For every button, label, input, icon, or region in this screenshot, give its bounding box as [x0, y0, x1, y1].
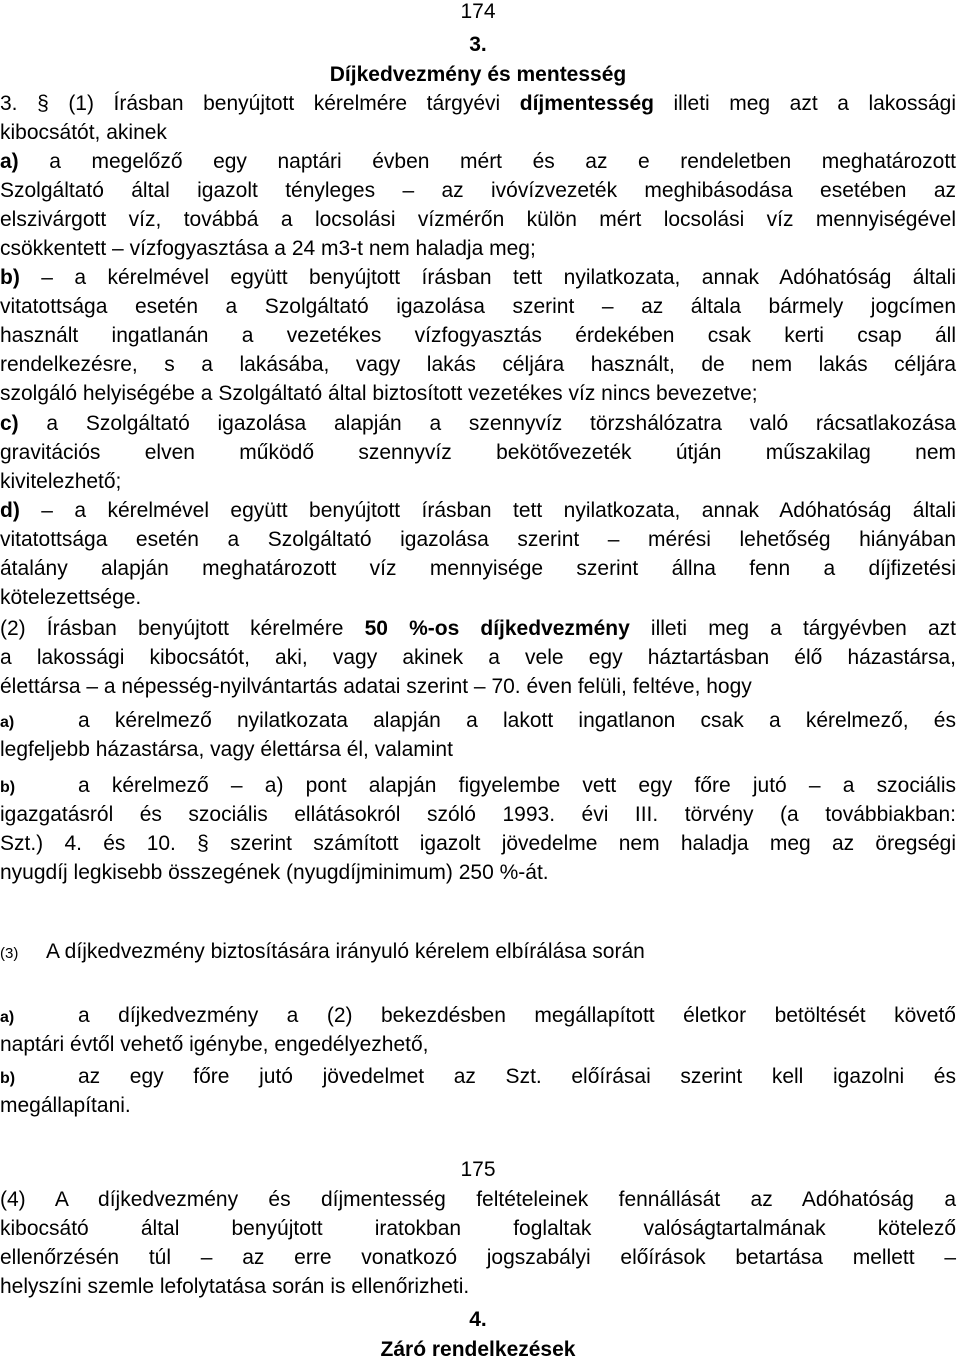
para2-item-a-line1	[0, 706, 956, 737]
para3-item-a-line2: naptári évtől vehető igénybe, engedélyezhető,	[0, 1033, 429, 1056]
para3-item-b-line1	[0, 1062, 956, 1093]
chapter-number: 3.	[469, 33, 487, 56]
para3-item-a-label: a)	[0, 1009, 15, 1026]
dijmentesseg-bold: díjmentesség	[519, 92, 654, 115]
para2-item-b-line1	[0, 771, 956, 802]
para2-item-b-text3: Szt.) 4. és 10.	[0, 832, 198, 855]
para2-item-b-line3	[0, 829, 956, 858]
para3-item-a-text: a díjkedvezmény a (2) bekezdésben megállapított életkor betöltését követő	[78, 1004, 956, 1027]
para2-text: (2) Írásban benyújtott kérelmére	[0, 617, 365, 640]
para1-line2: kibocsátót, akinek	[0, 121, 167, 144]
para3-item-b-text: az egy főre jutó jövedelmet az Szt. előírásai szerint kell igazolni és	[78, 1065, 956, 1088]
para4-line1: (4) A díjkedvezmény és díjmentesség feltételeinek fennállását az Adóhatóság a	[0, 1188, 956, 1211]
para2-item-a-label: a)	[0, 714, 15, 731]
section-sign-link[interactable]: §	[37, 92, 49, 115]
para3-item-b-label: b)	[0, 1070, 16, 1087]
para1-text: (1) Írásban benyújtott kérelmére tárgyévi	[48, 92, 520, 115]
para4-line4: helyszíni szemle lefolytatása során is ellenőrizheti.	[0, 1275, 470, 1298]
para2-item-b-label: b)	[0, 779, 16, 796]
item-a-line2: Szolgáltató által igazolt tényleges – az ivóvízvezeték meghibásodása esetében az	[0, 179, 956, 202]
para3-item-a-line1	[0, 1001, 956, 1032]
para3-item-b-line2: megállapítani.	[0, 1094, 131, 1117]
para2-item-b-line4: nyugdíj legkisebb összegének (nyugdíjminimum) 250 %-át.	[0, 861, 549, 884]
item-d-line1	[0, 496, 956, 525]
item-a-line4: csökkentett – vízfogyasztása a 24 m3-t nem haladja meg;	[0, 237, 536, 260]
item-c-line3: kivitelezhető;	[0, 470, 122, 493]
item-b-line2: vitatottsága esetén a Szolgáltató igazolása szerint – az általa bármely jogcímen	[0, 295, 956, 318]
item-d-text: – a kérelmével együtt benyújtott írásban tett nyilatkozata, annak Adóhatóság általi	[19, 499, 956, 522]
item-a-text: a megelőző egy naptári évben mért és az e rendeletben meghatározott	[18, 150, 956, 173]
para2-text-end: illeti meg a tárgyévben azt	[629, 617, 956, 640]
item-d-line2: vitatottsága esetén a Szolgáltató igazolása szerint – mérési lehetőség hiányában	[0, 528, 956, 551]
item-b-line1	[0, 263, 956, 292]
para2-item-a-line2: legfeljebb házastársa, vagy élettársa él, valamint	[0, 738, 453, 761]
item-b-label: b)	[0, 266, 20, 289]
dijkedvezmeny-bold: 50 %-os díjkedvezmény	[364, 617, 630, 640]
para3-text: A díjkedvezmény biztosítására irányuló kérelem elbírálása során	[46, 940, 645, 963]
para2-item-b-text3-end: szerint számított igazolt jövedelme nem haladja meg az öregségi	[208, 832, 956, 855]
item-a-line1	[0, 147, 956, 176]
para2-item-b-line2: igazgatásról és szociális ellátásokról szóló 1993. évi III. törvény (a továbbiakban:	[0, 803, 956, 826]
para4-line3: ellenőrzésén túl – az erre vonatkozó jogszabályi előírások betartása mellett –	[0, 1246, 956, 1269]
item-b-line5: szolgáló helyiségébe a Szolgáltató által biztosított vezetékes víz nincs bevezetve;	[0, 382, 758, 405]
item-c-line2: gravitációs elven működő szennyvíz bekötővezeték útján műszakilag nem	[0, 441, 956, 464]
item-a-line3: elszivárgott víz, továbbá a locsolási vízmérőn külön mért locsolási víz mennyiségével	[0, 208, 956, 231]
para3-number: (3)	[0, 945, 19, 962]
para2-line3: élettársa – a népesség-nyilvántartás adatai szerint – 70. éven felüli, feltéve, hogy	[0, 675, 752, 698]
para2-item-a-text: a kérelmező nyilatkozata alapján a lakott ingatlanon csak a kérelmező, és	[78, 709, 956, 732]
item-a-label: a)	[0, 150, 19, 173]
chapter4-title: Záró rendelkezések	[380, 1338, 576, 1361]
item-d-line3: átalány alapján meghatározott víz mennyisége szerint állna fenn a díjfizetési	[0, 557, 956, 580]
para1-line1	[0, 89, 956, 118]
chapter-title: Díjkedvezmény és mentesség	[329, 63, 627, 86]
item-b-line3: használt ingatlanán a vezetékes vízfogyasztás érdekében csak kerti csap áll	[0, 324, 956, 347]
para2-line1	[0, 614, 956, 643]
item-c-label: c)	[0, 412, 19, 435]
para1-text-end: illeti meg azt a lakossági	[653, 92, 956, 115]
item-c-line1	[0, 409, 956, 438]
para3-line1	[0, 937, 956, 968]
para2-line2: a lakossági kibocsátót, aki, vagy akinek a vele egy háztartásban élő házastársa,	[0, 646, 956, 669]
chapter4-number: 4.	[469, 1308, 487, 1331]
page-number-175: 175	[460, 1158, 496, 1181]
section-sign-link-2[interactable]: §	[197, 832, 209, 855]
item-c-text: a Szolgáltató igazolása alapján a szennyvíz törzshálózatra való rácsatlakozása	[18, 412, 956, 435]
item-b-line4: rendelkezésre, s a lakásába, vagy lakás céljára használt, de nem lakás céljára	[0, 353, 956, 376]
para4-line2: kibocsátó által benyújtott iratokban foglaltak valóságtartalmának kötelező	[0, 1217, 956, 1240]
item-d-line4: kötelezettsége.	[0, 586, 142, 609]
para2-item-b-text: a kérelmező – a) pont alapján figyelembe vett egy főre jutó – a szociális	[78, 774, 956, 797]
para1-number: 3.	[0, 92, 38, 115]
item-b-text: – a kérelmével együtt benyújtott írásban tett nyilatkozata, annak Adóhatóság általi	[19, 266, 956, 289]
page-number-174: 174	[460, 0, 496, 23]
item-d-label: d)	[0, 499, 20, 522]
